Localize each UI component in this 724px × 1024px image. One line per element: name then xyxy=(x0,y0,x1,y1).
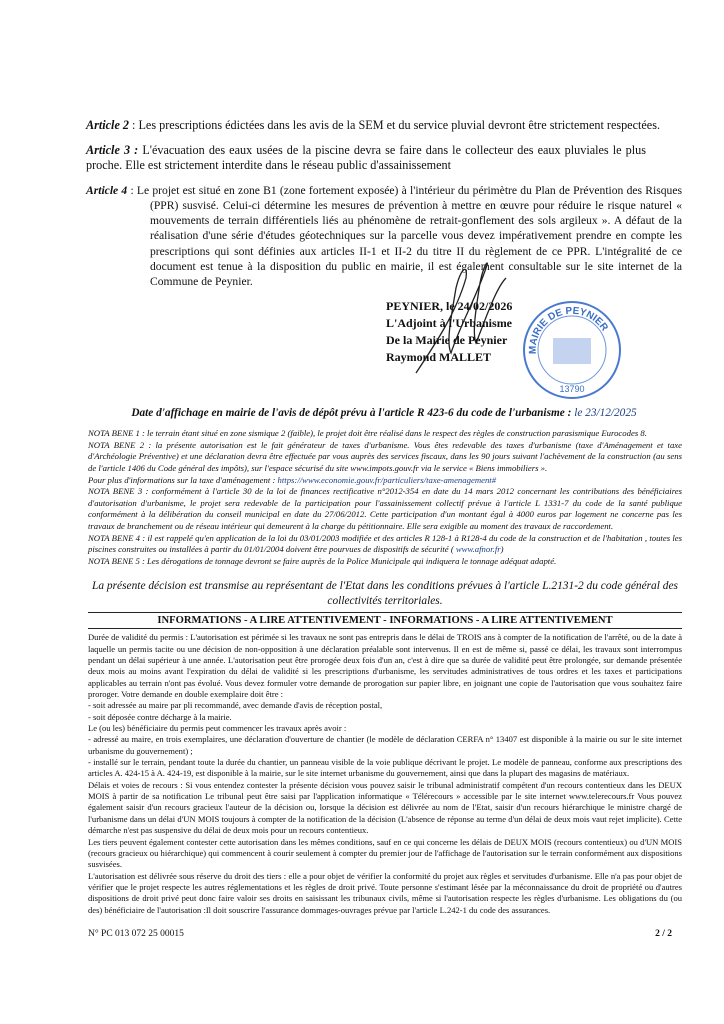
nota-bene-5: NOTA BENE 5 : Les dérogations de tonnage devront se faire auprès de la Police Municipale qui indiquera le tonnage adéquat adapté. xyxy=(88,555,557,566)
nota-bene-1: NOTA BENE 1 : le terrain étant situé en zone sismique 2 (faible), le projet doit être réalisé dans le respect des règles de construction parasismique Eurocodes 8. xyxy=(88,428,647,439)
info-paragraph: Durée de validité du permis : L'autorisation est périmée si les travaux ne sont pas entrepris dans le délai de TROIS ans à compter de la notification de l'arrêté, ou de la date à laquelle un permis tacite ou une décision de non-opposition à une déclaration préalable sont intervenus. Il en est de même si, passé ce délai, les travaux sont interrompus pendant un délai supérieur à une année. L'autorisation peut être prorogée deux fois d'un an, c'est à dire que sa durée de validité peut être prolongée, sur demande présentée deux mois au moins avant l'expiration du délai de validité si les prescriptions d'urbanisme, les servitudes administratives de tous ordres et les taxes et participations applicables au terrain n'ont pas évolué. Vous devez formuler votre demande de prorogation sur papier libre, en joignant une copie de l'autorisation que vous souhaitez faire proroger. Votre demande en double exemplaire doit être : xyxy=(88,632,682,700)
info-paragraph: - adressé au maire, en trois exemplaires, une déclaration d'ouverture de chantier (le modèle de déclaration CERFA n° 13407 est disponible à la mairie ou sur le site internet urbanisme du gouvernement) ; xyxy=(88,734,682,756)
nota-bene-4-text: NOTA BENE 4 : il est rappelé qu'en application de la loi du 03/01/2003 modifiée et des articles R 128-1 à R128-4 du code de la construction et de l'habitation , toutes les piscines construites ou installées à partir du 01/01/2004 doivent être pourvues de dispositifs de sécurité ( xyxy=(88,532,682,555)
signature-place-date: PEYNIER, le 24/02/2026 xyxy=(386,299,513,314)
article-text: Les prescriptions édictées dans les avis de la SEM et du service pluvial devront être strictement respectées. xyxy=(138,118,660,132)
nota-bene-2-more-text: Pour plus d'informations sur la taxe d'aménagement : xyxy=(88,474,278,485)
nota-bene-3: NOTA BENE 3 : conformément à l'article 30 de la loi de finances rectificative n°2012-354 en date du 14 mars 2012 concernant les contributions des bénéficiaires d'autorisation d'urbanisme, le projet sera redevable de la participation pour l'assainissement collectif prévue à l'article L 1331-7 du code de la santé publique conformément à la délibération du conseil municipal en date du 27/06/2012. Cette participation d'un montant égal à 4000 euros par logement ne concerne pas les travaux de branchement ou de réseau intérieur qui demeurent à la charge du pétitionnaire. Elle sera exigible au moment des travaux de raccordement. xyxy=(88,486,682,531)
info-paragraph: Délais et voies de recours : Si vous entendez contester la présente décision vous pouvez saisir le tribunal administratif compétent d'un recours contentieux dans les DEUX MOIS à partir de sa notification Le tribunal peut être saisi par l'application informatique « Télérecours » accessible par le site internet www.telerecours.fr Vous pouvez également saisir d'un recours gracieux l'auteur de la décision ou, lorsque la décision est délivrée au nom de l'Etat, saisir d'un recours hiérarchique le ministre chargé de l'urbanisme dans un délai d'UN MOIS toujours à compter de la notification de la décision (L'absence de réponse au terme d'un délai de deux mois vaut rejet implicite). Cette démarche n'est pas suspensive du délai de deux mois pour un recours contentieux. xyxy=(88,779,682,836)
info-paragraph: L'autorisation est délivrée sous réserve du droit des tiers : elle a pour objet de vérifier la conformité du projet aux règles et servitudes d'urbanisme. Elle n'a pas pour objet de vérifier que le projet respecte les autres réglementations et les règles de droit privé. Toute personne s'estimant lésée par la méconnaissance du droit de propriété ou d'autres dispositions de droit privé peut donc faire valoir ses droits en saisissant les tribunaux civils, même si l'autorisation respecte les règles d'urbanisme. Les obligations du (ou des) bénéficiaire de l'autorisation :Il doit souscrire l'assurance dommages-ouvrages prévue par l'article L.242-1 du code des assurances. xyxy=(88,870,682,915)
nota-bene-4 xyxy=(88,533,682,556)
info-paragraph: - soit adressée au maire par pli recommandé, avec demande d'avis de réception postal, xyxy=(88,700,383,711)
affichage-label: Date d'affichage en mairie de l'avis de dépôt prévu à l'article R 423-6 du code de l'urbanisme : xyxy=(131,407,572,420)
article-label: Article 3 : xyxy=(86,142,139,157)
article-text: L'évacuation des eaux usées de la piscine devra se faire dans le collecteur des eaux pluviales le plus proche. Elle est strictement interdite dans le réseau public d'assainissement xyxy=(86,142,646,173)
separator: : xyxy=(127,183,137,197)
info-paragraph: Le (ou les) bénéficiaire du permis peut commencer les travaux après avoir : xyxy=(88,723,347,734)
nota-bene-section xyxy=(88,428,682,567)
info-paragraph: - soit déposée contre décharge à la mairie. xyxy=(88,711,232,722)
signature-block xyxy=(386,298,512,366)
mairie-stamp xyxy=(520,298,624,402)
nota-bene-4-end: ) xyxy=(500,544,504,555)
page-number: 2 / 2 xyxy=(655,928,672,939)
nota-bene-2: NOTA BENE 2 : la présente autorisation est le fait générateur de taxes d'urbanisme. Vous êtes redevable des taxes d'urbanisme (taxe d'Aménagement et taxe d'Archéologie Préventive) et une déclaration devra être effectuée par vous auprès des services fiscaux, dans les 90 jours suivant l'achèvement de la construction (au sens de l'article 1406 du Code général des impôts), sur l'espace sécurisé du site www.impots.gouv.fr via le service « Biens immobiliers ». xyxy=(88,439,682,473)
signature-org: De la Mairie de Peynier xyxy=(386,333,508,348)
signature-row xyxy=(386,298,682,402)
permit-reference: N° PC 013 072 25 00015 xyxy=(88,928,184,939)
info-heading: INFORMATIONS - A LIRE ATTENTIVEMENT - INFORMATIONS - A LIRE ATTENTIVEMENT xyxy=(157,615,613,627)
signature-name: Raymond MALLET xyxy=(386,350,492,365)
article-label: Article 4 xyxy=(86,183,128,197)
footer xyxy=(88,928,672,940)
affichage-value: le 23/12/2025 xyxy=(574,407,637,420)
article-3 xyxy=(86,143,646,174)
signature-role: L'Adjoint à l'Urbanisme xyxy=(386,316,513,331)
affichage-date xyxy=(66,406,702,420)
divider xyxy=(88,628,682,629)
info-paragraph: - installé sur le terrain, pendant toute la durée du chantier, un panneau visible de la voie publique décrivant le projet. Le modèle de panneau, conforme aux prescriptions des articles A. 424-15 à A. 424-19, est disponible à la mairie, sur le site internet urbanisme du gouvernement, ainsi que dans la plupart des magasins de matériaux. xyxy=(88,757,682,779)
info-section xyxy=(88,632,682,916)
article-4 xyxy=(86,183,682,289)
taxe-amenagement-link[interactable]: https://www.economie.gouv.fr/particuliers/taxe-amenagement# xyxy=(277,474,497,485)
info-paragraph: Les tiers peuvent également contester cette autorisation dans les mêmes conditions, sauf en ce qui concerne les délais de DEUX MOIS (recours contentieux) ou d'UN MOIS (recours gracieux ou hiérarchique) qui commencent à courir seulement à compter du premier jour de l'affichage de l'autorisation sur le terrain conformément aux dispositions susvisées. xyxy=(88,836,682,870)
nota-bene-2-more xyxy=(88,475,682,487)
transmission-notice: La présente décision est transmise au représentant de l'Etat dans les conditions prévues à l'article L.2131-2 du code général des collectivités territoriales. xyxy=(92,580,678,607)
stamp-code: 13790 xyxy=(559,384,585,395)
article-2 xyxy=(86,118,682,134)
article-label: Article 2 xyxy=(86,118,129,132)
article-text: Le projet est situé en zone B1 (zone fortement exposée) à l'intérieur du périmètre du Plan de Prévention des Risques (PPR) susvisé. Celui-ci détermine les mesures de prévention à mettre en œuvre pour réduire le risque naturel « mouvements de terrain différentiels liés au phénomène de retrait-gonflement des sols argileux ». A défaut de la réalisation d'une série d'études géotechniques sur la parcelle vous devez impérativement prendre en compte les prescriptions qui sont définies aux articles II-1 et II-2 du titre II du règlement de ce PPR. L'intégralité de ce document est tenue à la disposition du public en mairie, il est également consultable sur le site internet de la Commune de Peynier. xyxy=(136,183,682,288)
afnor-link[interactable]: www.afnor.fr xyxy=(455,544,501,555)
separator: : xyxy=(129,118,139,132)
stamp-text: MAIRIE DE PEYNIER xyxy=(528,305,611,355)
